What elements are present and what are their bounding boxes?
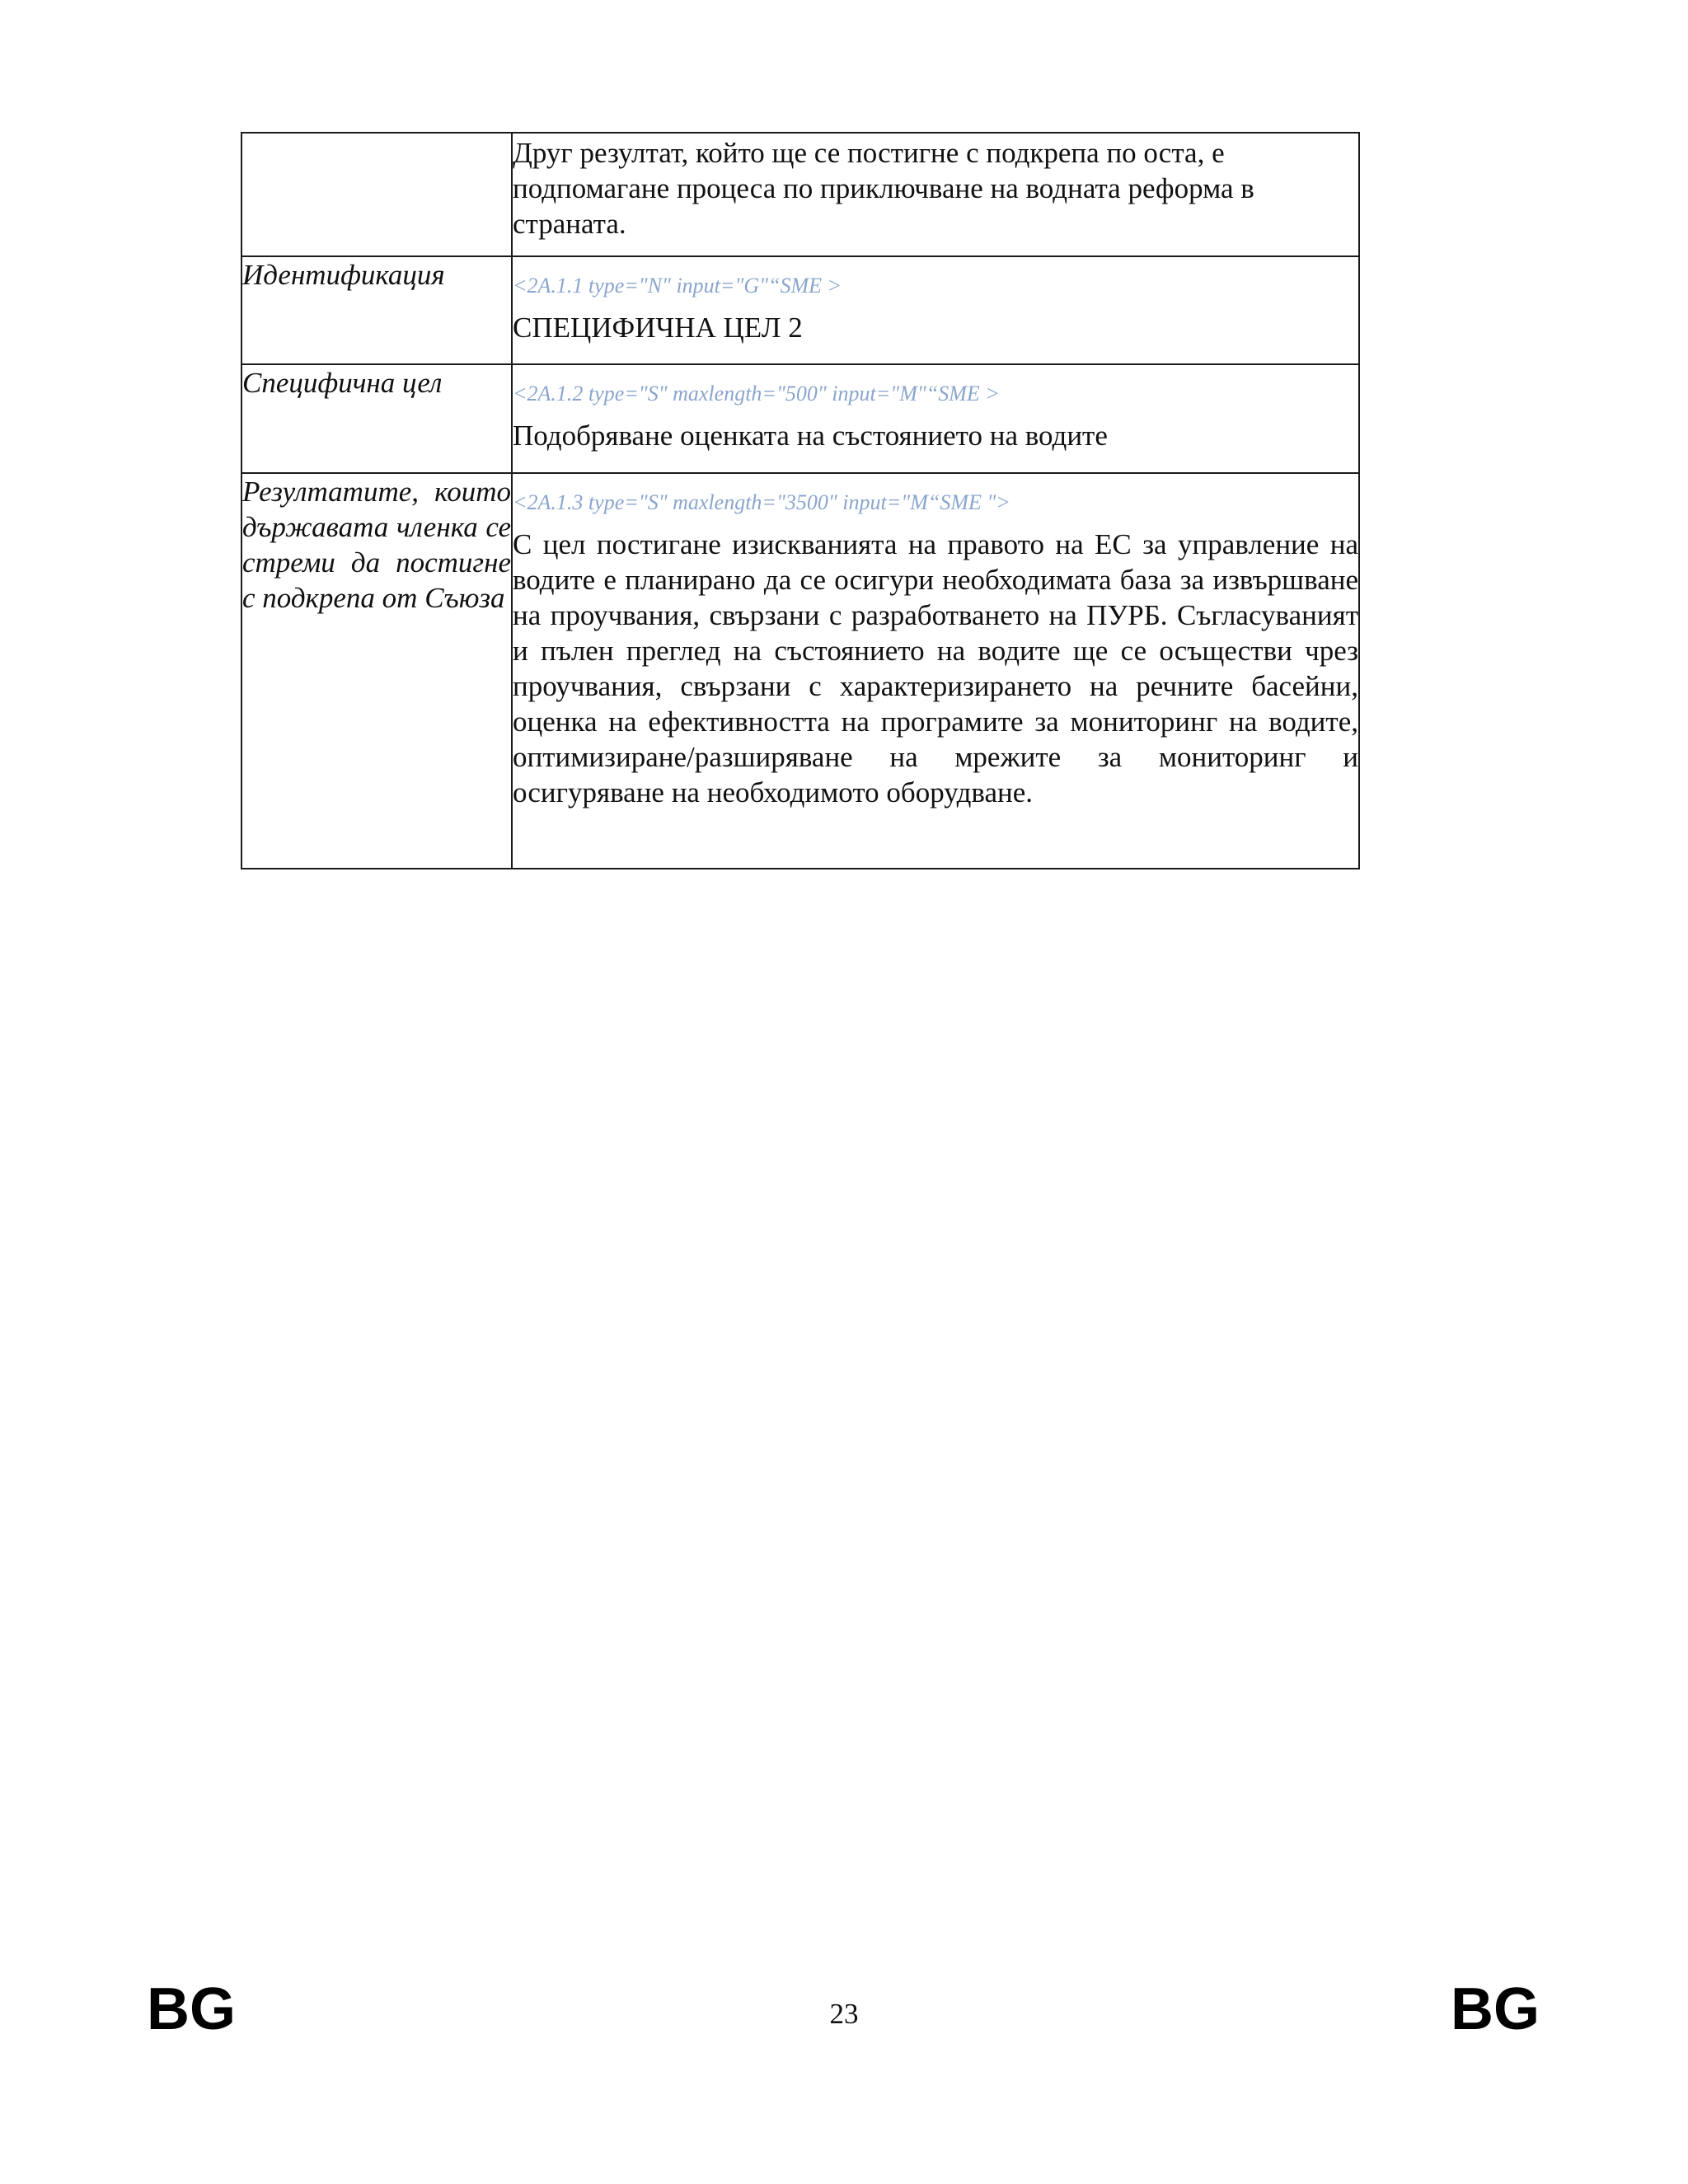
specific-goal-label: Специфична цел: [241, 364, 512, 473]
results-value-cell: [512, 473, 1359, 869]
specific-goal-value: Подобряване оценката на състоянието на водите: [513, 419, 1108, 452]
identification-value-cell: [512, 256, 1359, 364]
results-value: С цел постигане изискванията на правото на ЕС за управление на водите е планирано да се осигури необходимата база за извършване на проучвания, свързани с разработването на ПУРБ. Съгласуваният и пълен преглед на състоянието на водите ще се осъществи чрез проучвания, свързани с характеризирането на речните басейни, оценка на ефективността на програмите за мониторинг на водите, оптимизиране/разширяване на мрежите за мониторинг и осигуряване на необходимото оборудване.: [513, 528, 1358, 808]
footer-language-code-right: BG: [1451, 1976, 1540, 2042]
page-number: 23: [829, 1998, 859, 2030]
table-row-identification: [241, 256, 1359, 364]
results-field-tag: <2A.1.3 type="S" maxlength="3500" input="M“SME ">: [513, 490, 1010, 514]
identification-value: СПЕЦИФИЧНА ЦЕЛ 2: [513, 312, 803, 344]
row-label-empty: [241, 133, 512, 256]
continuation-text: Друг резултат, който ще се постигне с подкрепа по оста, е подпомагане процеса по приключване на водната реформа в страната.: [513, 137, 1254, 240]
objectives-table: [241, 132, 1360, 869]
footer-language-code-left: BG: [147, 1976, 236, 2042]
row-value-cell: [512, 133, 1359, 256]
identification-field-tag: <2A.1.1 type="N" input="G"“SME >: [513, 274, 842, 298]
identification-label: Идентификация: [241, 256, 512, 364]
table-row-results: [241, 473, 1359, 869]
specific-goal-value-cell: [512, 364, 1359, 473]
results-label: Резултатите, които държавата членка се стреми да постигне с подкрепа от Съюза: [241, 473, 512, 869]
table-row-specific-goal: [241, 364, 1359, 473]
specific-goal-field-tag: <2A.1.2 type="S" maxlength="500" input="M"“SME >: [513, 382, 1000, 405]
table-row-continuation: [241, 133, 1359, 256]
